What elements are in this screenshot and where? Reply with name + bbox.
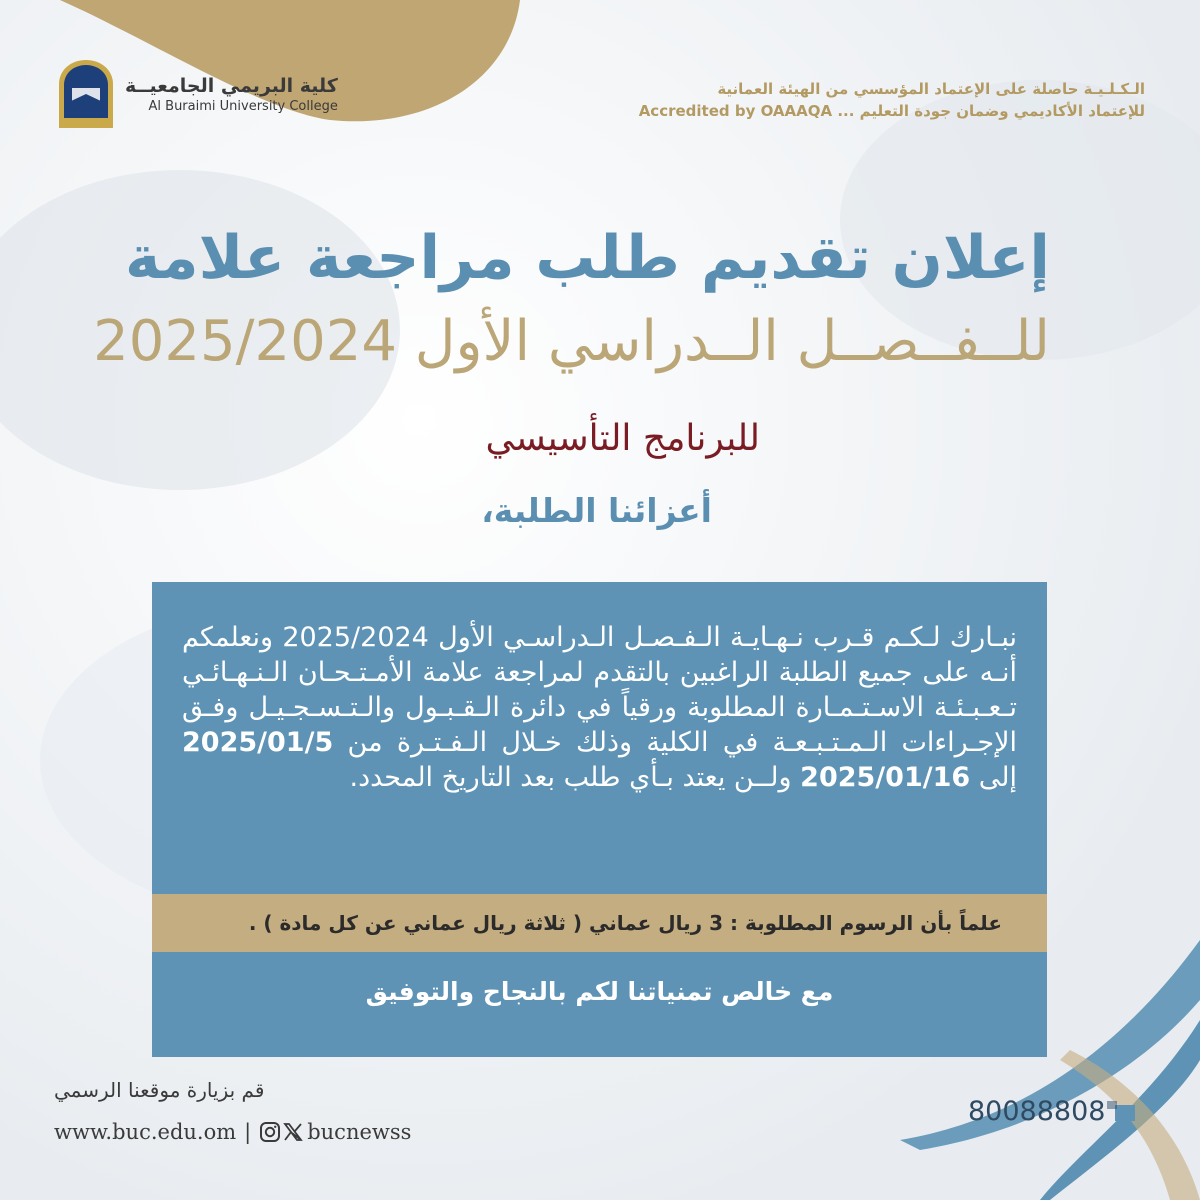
notice-text-part-1: نبـارك لـكـم قـرب نـهـايـة الـفـصـل الـدراسـي الأول 2025/2024 ونعلمكم أنـه على جميع الطلبة الراغبين بالتقدم لمراجعة علامة الأمـتـحـان الـنـهـائـي تـعـبـئـة الاسـتـمـارة المطلوبة ورقياً في دائرة الـقـبـول والـتـسـجـيـل وفـق الإجـراءات الـمـتـبـعـة في الكلية وذلك خـلال الـفـتـرة من <box>182 622 1018 758</box>
notice-text-part-2: إلى <box>970 762 1017 793</box>
college-crest-icon <box>55 58 117 132</box>
accreditation-line-2: للإعتماد الأكاديمي وضمان جودة التعليم ... Accredited by OAAAQA <box>638 102 1145 120</box>
toll-free-phone-icon <box>1107 1101 1137 1123</box>
logo-arabic-name: كلية البريمي الجامعيــة <box>125 75 338 97</box>
social-handle[interactable]: bucnewss <box>307 1120 412 1144</box>
accreditation-note <box>639 78 1145 122</box>
website-link[interactable]: www.buc.edu.om <box>54 1120 237 1144</box>
accreditation-line-1: الـكـلـيـة حاصلة على الإعتماد المؤسسي من الهيئة العمانية <box>717 80 1145 98</box>
college-logo <box>55 58 338 132</box>
semester-title: للــفــصــل الــدراسي الأول 2025/2024 <box>93 309 1050 374</box>
notice-body <box>182 620 1017 795</box>
x-twitter-icon[interactable] <box>283 1122 303 1142</box>
date-start: 2025/01/5 <box>182 727 334 758</box>
logo-english-name: Al Buraimi University College <box>148 99 338 114</box>
footer-separator: | <box>244 1120 252 1144</box>
closing-message: مع خالص تمنياتنا لكم بالنجاح والتوفيق <box>365 977 834 1006</box>
visit-website-label: قم بزيارة موقعنا الرسمي <box>54 1078 265 1102</box>
footer-links <box>54 1120 411 1144</box>
fee-note: علماً بأن الرسوم المطلوبة : 3 ريال عماني ( ثلاثة ريال عماني عن كل مادة ) . <box>248 911 1002 935</box>
instagram-icon[interactable] <box>259 1121 281 1143</box>
announcement-title: إعلان تقديم طلب مراجعة علامة <box>125 223 1050 293</box>
notice-text-part-3: ولــن يعتد بـأي طلب بعد التاريخ المحدد. <box>349 762 801 793</box>
phone-number[interactable]: 80088808 <box>968 1096 1106 1127</box>
greeting: أعزائنا الطلبة، <box>481 491 712 530</box>
date-end: 2025/01/16 <box>800 762 971 793</box>
program-subtitle: للبرنامج التأسيسي <box>485 418 760 459</box>
notice-box <box>152 582 1047 1057</box>
fee-band <box>152 894 1047 952</box>
phone-contact <box>968 1096 1137 1127</box>
